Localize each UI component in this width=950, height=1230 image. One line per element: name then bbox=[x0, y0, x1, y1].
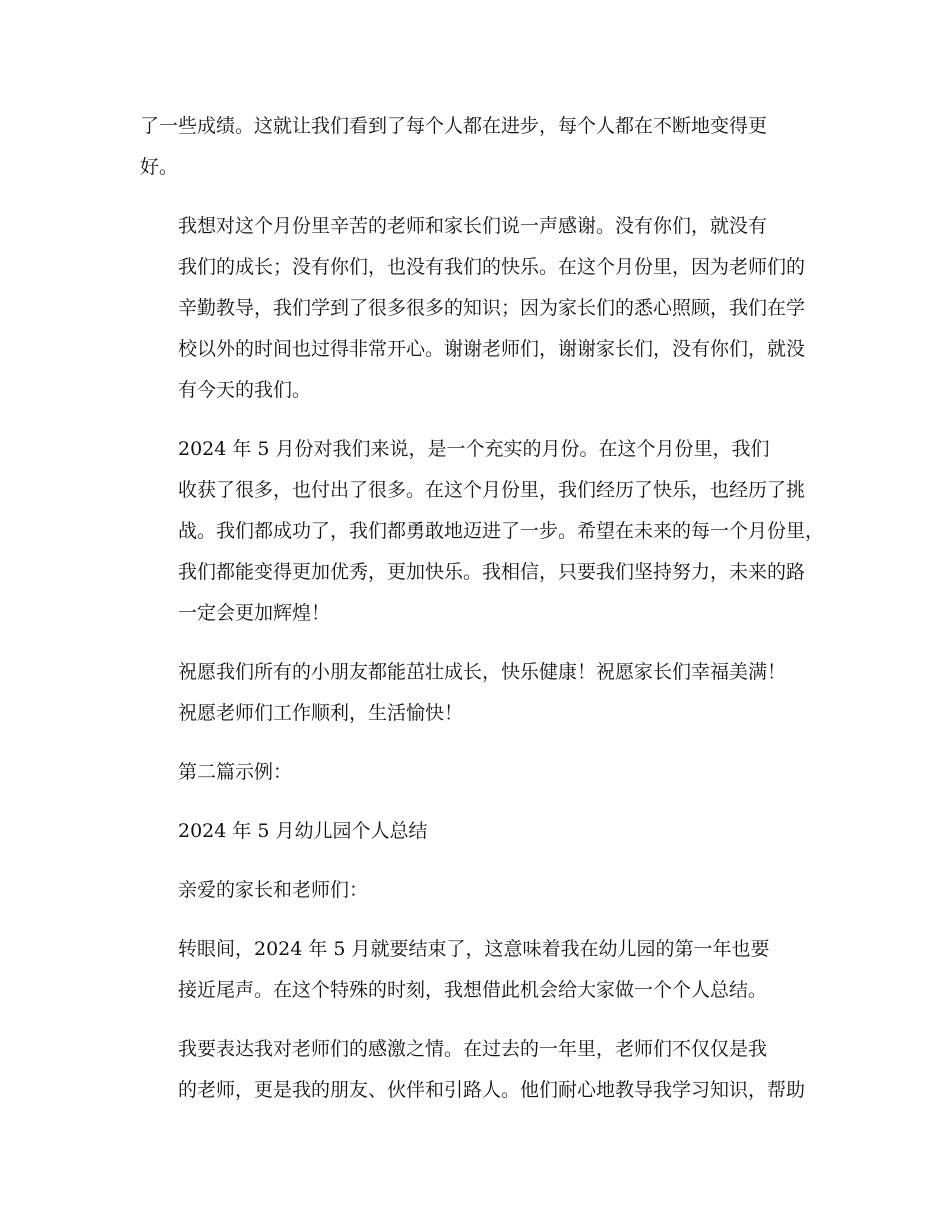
paragraph bbox=[140, 429, 825, 634]
paragraph bbox=[140, 811, 810, 852]
text-line: 2024 年 5 月份对我们来说，是一个充实的月份。在这个月份里，我们 bbox=[178, 438, 770, 460]
text-line: 校以外的时间也过得非常开心。谢谢老师们，谢谢家长们，没有你们，就没 bbox=[178, 338, 806, 360]
text-line: 接近尾声。在这个特殊的时刻，我想借此机会给大家做一个个人总结。 bbox=[178, 979, 768, 1001]
text-line: 有今天的我们。 bbox=[178, 379, 312, 401]
text-line: 收获了很多，也付出了很多。在这个月份里，我们经历了快乐，也经历了挑 bbox=[178, 479, 806, 501]
text-line: 2024 年 5 月幼儿园个人总结 bbox=[178, 820, 428, 842]
paragraph bbox=[140, 752, 810, 793]
document-body bbox=[140, 106, 825, 1129]
text-line: 我要表达我对老师们的感激之情。在过去的一年里，老师们不仅仅是我 bbox=[178, 1038, 768, 1060]
paragraph bbox=[140, 929, 810, 1011]
text-line: 第二篇示例： bbox=[178, 761, 293, 783]
text-line: 的老师，更是我的朋友、伙伴和引路人。他们耐心地教导我学习知识，帮助 bbox=[178, 1079, 806, 1101]
text-line: 亲爱的家长和老师们： bbox=[178, 879, 369, 901]
paragraph bbox=[140, 1029, 810, 1111]
text-line: 战。我们都成功了，我们都勇敢地迈进了一步。希望在未来的每一个月份里， bbox=[178, 520, 825, 542]
text-line: 我们都能变得更加优秀，更加快乐。我相信，只要我们坚持努力，未来的路 bbox=[178, 561, 806, 583]
text-line: 祝愿我们所有的小朋友都能茁壮成长，快乐健康！祝愿家长们幸福美满！ bbox=[178, 661, 787, 683]
text-line: 一定会更加辉煌！ bbox=[178, 602, 331, 624]
paragraph bbox=[140, 652, 810, 734]
text-line: 好。 bbox=[140, 156, 179, 178]
paragraph bbox=[140, 106, 810, 188]
text-line: 了一些成绩。这就让我们看到了每个人都在进步，每个人都在不断地变得更 bbox=[140, 115, 768, 137]
paragraph bbox=[140, 206, 810, 411]
text-line: 转眼间，2024 年 5 月就要结束了，这意味着我在幼儿园的第一年也要 bbox=[178, 938, 770, 960]
paragraph bbox=[140, 870, 810, 911]
text-line: 我想对这个月份里辛苦的老师和家长们说一声感谢。没有你们，就没有 bbox=[178, 215, 768, 237]
text-line: 辛勤教导，我们学到了很多很多的知识；因为家长们的悉心照顾，我们在学 bbox=[178, 297, 806, 319]
text-line: 祝愿老师们工作顺利，生活愉快！ bbox=[178, 702, 464, 724]
text-line: 我们的成长；没有你们，也没有我们的快乐。在这个月份里，因为老师们的 bbox=[178, 256, 806, 278]
